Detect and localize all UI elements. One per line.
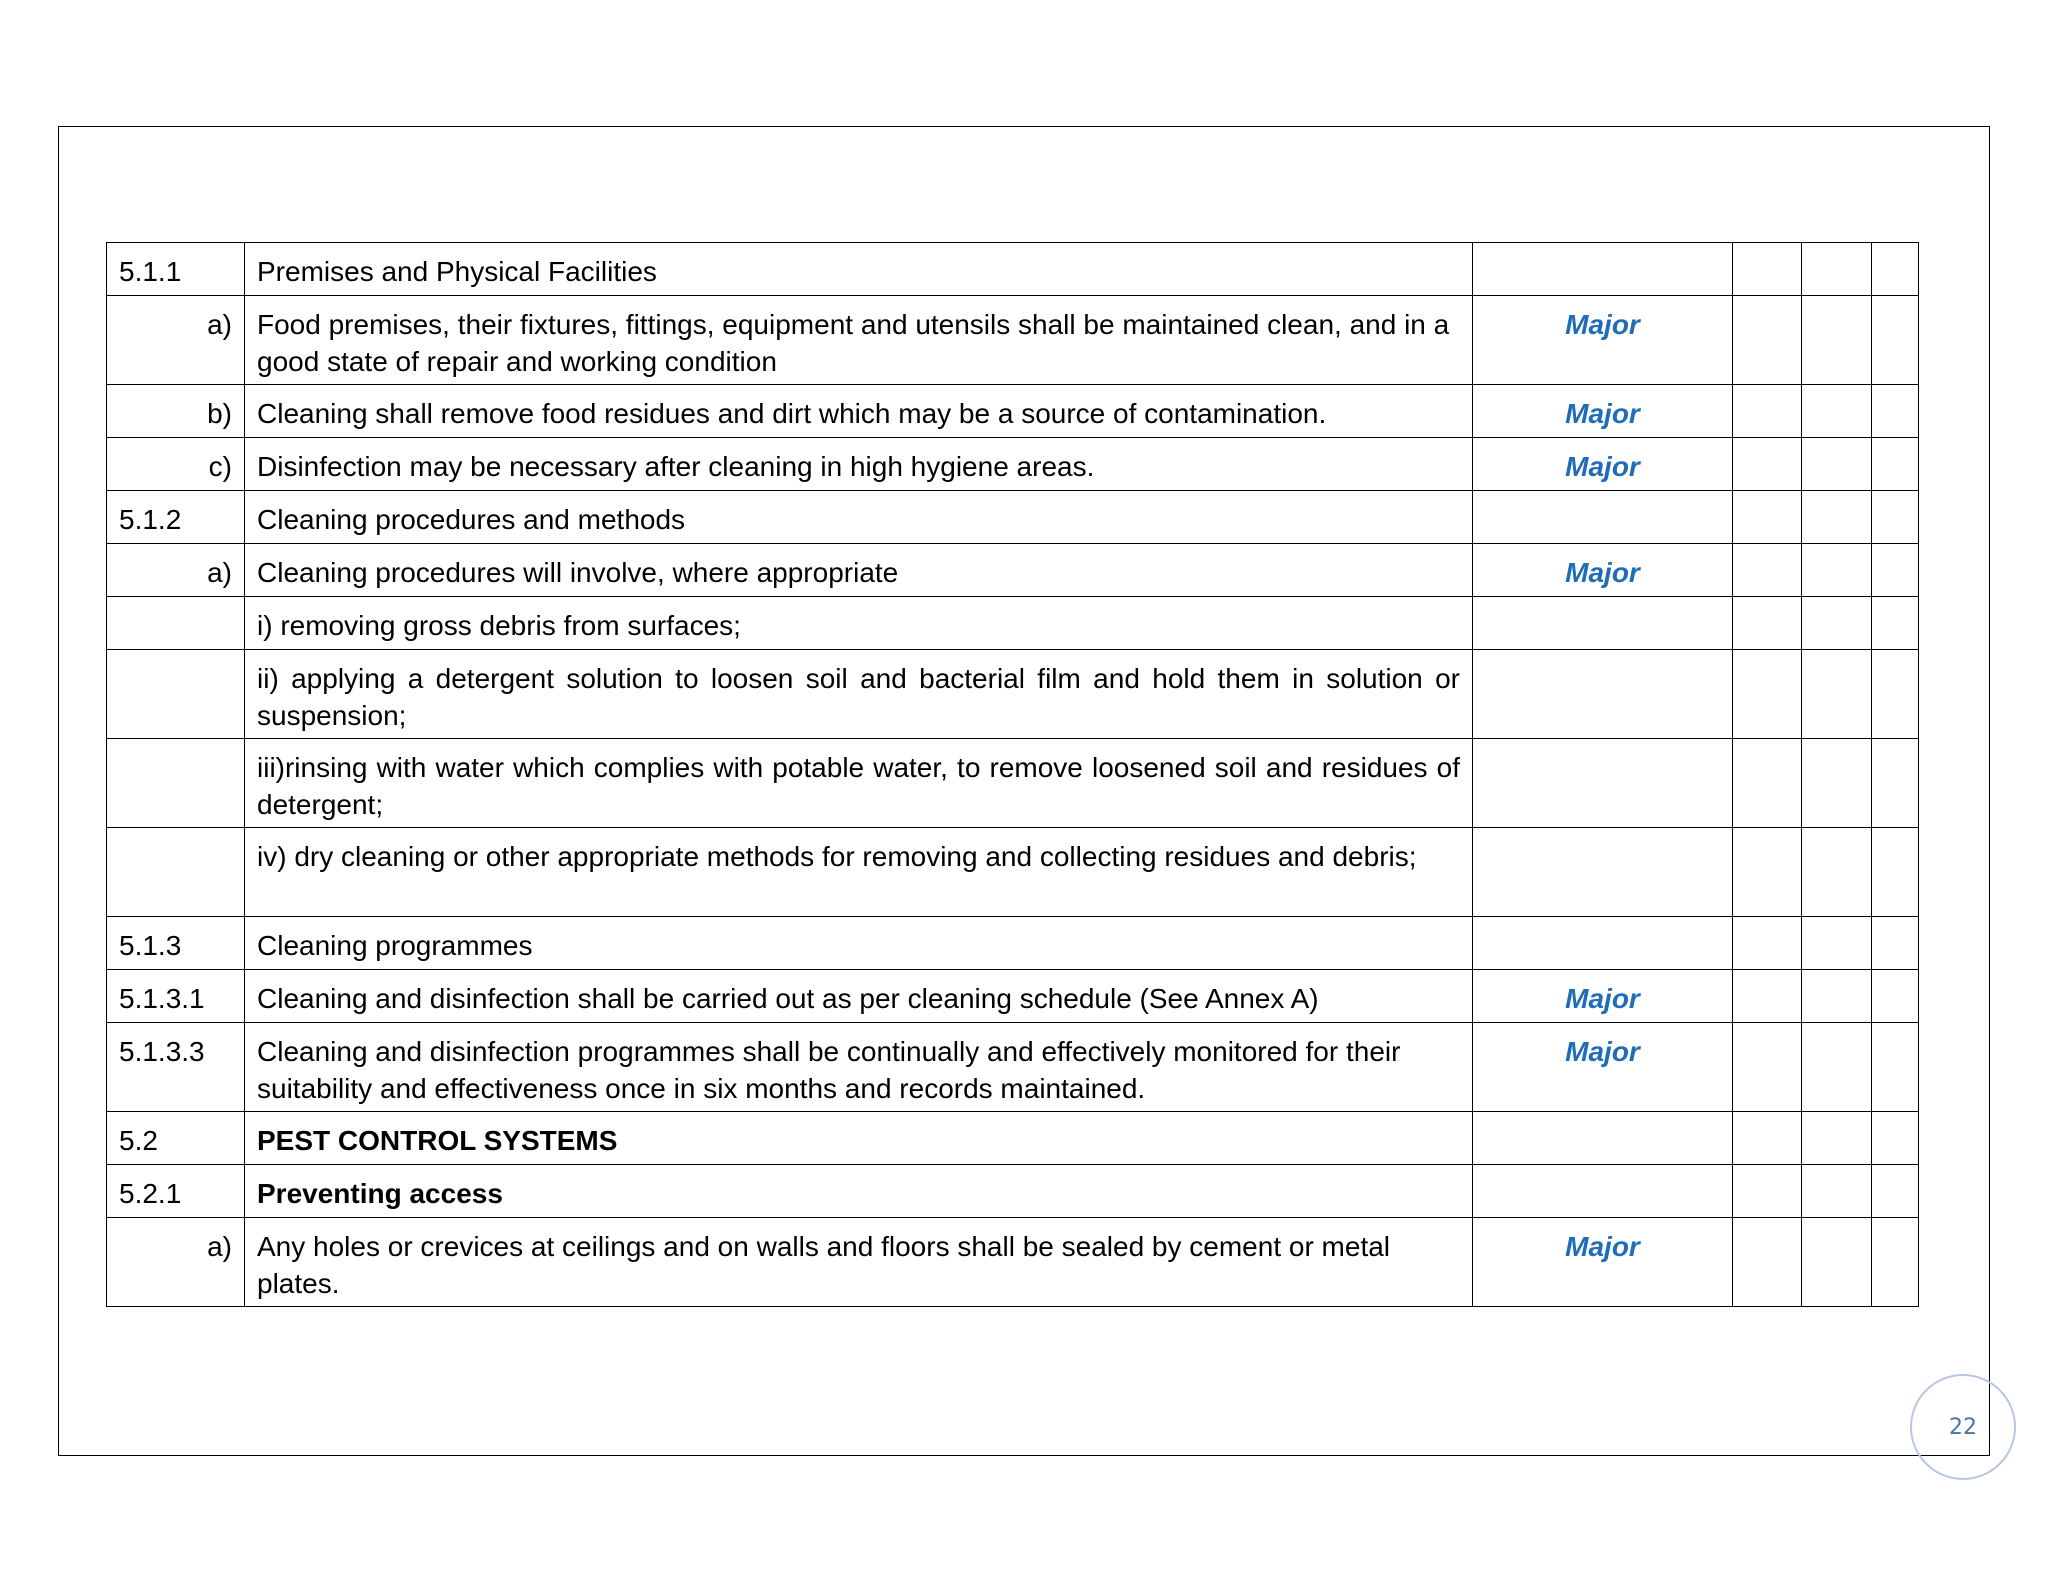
category-cell — [1473, 650, 1733, 739]
table-row — [107, 1165, 1919, 1218]
category-cell — [1473, 597, 1733, 650]
clause-description: iii)rinsing with water which complies with potable water, to remove loosened soil and residues of detergent; — [245, 739, 1473, 828]
clause-number: 5.1.3.3 — [107, 1023, 245, 1112]
clause-number: a) — [107, 1218, 245, 1307]
check-cell-2[interactable] — [1802, 828, 1872, 917]
check-cell-3[interactable] — [1872, 1165, 1919, 1218]
category-cell — [1473, 1165, 1733, 1218]
check-cell-3[interactable] — [1872, 385, 1919, 438]
check-cell-3[interactable] — [1872, 491, 1919, 544]
page-number: 22 — [1910, 1374, 2016, 1480]
category-cell: Major — [1473, 1218, 1733, 1307]
clause-description: Cleaning procedures will involve, where appropriate — [245, 544, 1473, 597]
check-cell-1[interactable] — [1733, 917, 1802, 970]
table-row — [107, 828, 1919, 917]
check-cell-1[interactable] — [1733, 597, 1802, 650]
clause-description: Cleaning shall remove food residues and dirt which may be a source of contamination. — [245, 385, 1473, 438]
check-cell-1[interactable] — [1733, 1165, 1802, 1218]
table-row — [107, 385, 1919, 438]
table-row — [107, 438, 1919, 491]
category-cell: Major — [1473, 296, 1733, 385]
check-cell-1[interactable] — [1733, 491, 1802, 544]
table-row — [107, 917, 1919, 970]
check-cell-1[interactable] — [1733, 650, 1802, 739]
table-row — [107, 1218, 1919, 1307]
check-cell-3[interactable] — [1872, 296, 1919, 385]
check-cell-2[interactable] — [1802, 970, 1872, 1023]
clause-description: Any holes or crevices at ceilings and on walls and floors shall be sealed by cement or metal plates. — [245, 1218, 1473, 1307]
category-cell: Major — [1473, 438, 1733, 491]
table-row — [107, 243, 1919, 296]
check-cell-3[interactable] — [1872, 243, 1919, 296]
check-cell-3[interactable] — [1872, 544, 1919, 597]
category-cell: Major — [1473, 1023, 1733, 1112]
check-cell-3[interactable] — [1872, 1023, 1919, 1112]
category-cell: Major — [1473, 385, 1733, 438]
check-cell-2[interactable] — [1802, 1112, 1872, 1165]
table-row — [107, 491, 1919, 544]
clause-number: b) — [107, 385, 245, 438]
check-cell-1[interactable] — [1733, 1112, 1802, 1165]
check-cell-2[interactable] — [1802, 243, 1872, 296]
clause-description: Premises and Physical Facilities — [245, 243, 1473, 296]
check-cell-2[interactable] — [1802, 1023, 1872, 1112]
check-cell-3[interactable] — [1872, 917, 1919, 970]
table-row — [107, 597, 1919, 650]
clause-description: Cleaning and disinfection shall be carried out as per cleaning schedule (See Annex A) — [245, 970, 1473, 1023]
category-cell — [1473, 491, 1733, 544]
table-row — [107, 1112, 1919, 1165]
check-cell-1[interactable] — [1733, 970, 1802, 1023]
check-cell-1[interactable] — [1733, 828, 1802, 917]
clause-number: 5.1.3.1 — [107, 970, 245, 1023]
table-row — [107, 970, 1919, 1023]
table-row — [107, 1023, 1919, 1112]
clause-number — [107, 739, 245, 828]
category-cell — [1473, 243, 1733, 296]
check-cell-2[interactable] — [1802, 438, 1872, 491]
check-cell-2[interactable] — [1802, 1218, 1872, 1307]
check-cell-3[interactable] — [1872, 739, 1919, 828]
clause-description: iv) dry cleaning or other appropriate methods for removing and collecting residues and debris; — [245, 828, 1473, 917]
check-cell-2[interactable] — [1802, 385, 1872, 438]
check-cell-2[interactable] — [1802, 917, 1872, 970]
clause-description: Disinfection may be necessary after cleaning in high hygiene areas. — [245, 438, 1473, 491]
table-row — [107, 296, 1919, 385]
category-cell — [1473, 1112, 1733, 1165]
checklist-table — [106, 242, 1919, 1307]
check-cell-3[interactable] — [1872, 438, 1919, 491]
check-cell-1[interactable] — [1733, 1218, 1802, 1307]
clause-number: a) — [107, 296, 245, 385]
clause-description: ii) applying a detergent solution to loosen soil and bacterial film and hold them in solution or suspension; — [245, 650, 1473, 739]
check-cell-3[interactable] — [1872, 1218, 1919, 1307]
check-cell-2[interactable] — [1802, 739, 1872, 828]
clause-description: Cleaning programmes — [245, 917, 1473, 970]
clause-number — [107, 597, 245, 650]
clause-description: Cleaning procedures and methods — [245, 491, 1473, 544]
table-row — [107, 544, 1919, 597]
clause-number — [107, 828, 245, 917]
category-cell — [1473, 917, 1733, 970]
check-cell-1[interactable] — [1733, 438, 1802, 491]
check-cell-1[interactable] — [1733, 1023, 1802, 1112]
check-cell-2[interactable] — [1802, 597, 1872, 650]
check-cell-3[interactable] — [1872, 1112, 1919, 1165]
clause-number: 5.2 — [107, 1112, 245, 1165]
clause-description: i) removing gross debris from surfaces; — [245, 597, 1473, 650]
check-cell-2[interactable] — [1802, 296, 1872, 385]
clause-number: 5.1.1 — [107, 243, 245, 296]
table-row — [107, 739, 1919, 828]
check-cell-3[interactable] — [1872, 970, 1919, 1023]
check-cell-2[interactable] — [1802, 650, 1872, 739]
check-cell-1[interactable] — [1733, 544, 1802, 597]
section-heading: PEST CONTROL SYSTEMS — [245, 1112, 1473, 1165]
check-cell-2[interactable] — [1802, 1165, 1872, 1218]
check-cell-2[interactable] — [1802, 544, 1872, 597]
clause-description: Food premises, their fixtures, fittings, equipment and utensils shall be maintained clean, and in a good state of repair and working condition — [245, 296, 1473, 385]
category-cell: Major — [1473, 970, 1733, 1023]
check-cell-1[interactable] — [1733, 385, 1802, 438]
check-cell-1[interactable] — [1733, 739, 1802, 828]
check-cell-1[interactable] — [1733, 243, 1802, 296]
clause-number — [107, 650, 245, 739]
check-cell-3[interactable] — [1872, 828, 1919, 917]
clause-number: 5.1.2 — [107, 491, 245, 544]
clause-number: a) — [107, 544, 245, 597]
check-cell-3[interactable] — [1872, 650, 1919, 739]
check-cell-3[interactable] — [1872, 597, 1919, 650]
check-cell-1[interactable] — [1733, 296, 1802, 385]
table-row — [107, 650, 1919, 739]
subsection-heading: Preventing access — [245, 1165, 1473, 1218]
clause-number: 5.2.1 — [107, 1165, 245, 1218]
check-cell-2[interactable] — [1802, 491, 1872, 544]
clause-description: Cleaning and disinfection programmes shall be continually and effectively monitored for their suitability and effectiveness once in six months and records maintained. — [245, 1023, 1473, 1112]
clause-number: 5.1.3 — [107, 917, 245, 970]
category-cell — [1473, 739, 1733, 828]
category-cell — [1473, 828, 1733, 917]
category-cell: Major — [1473, 544, 1733, 597]
clause-number: c) — [107, 438, 245, 491]
